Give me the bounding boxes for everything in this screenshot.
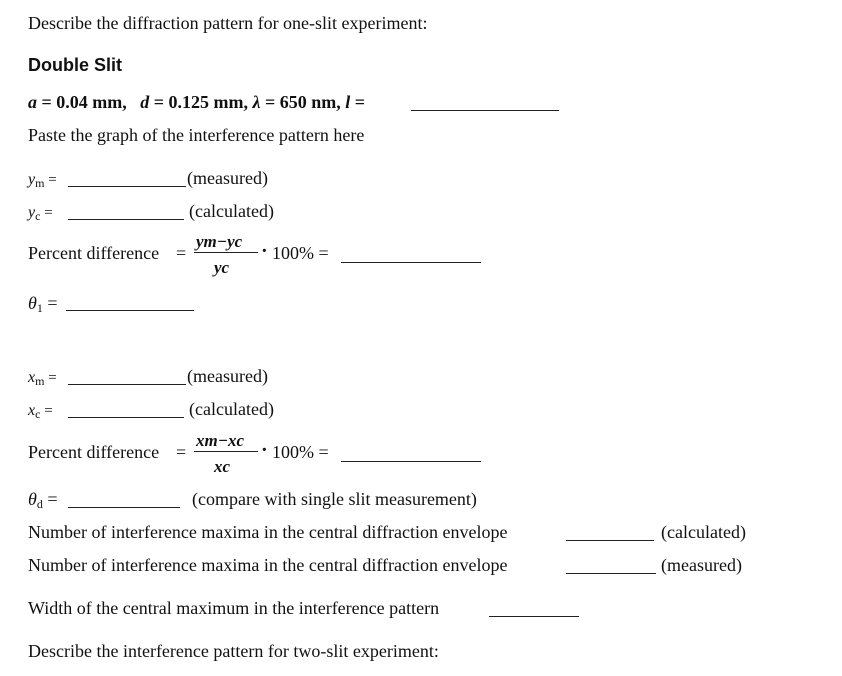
ym-note: (measured) xyxy=(187,168,268,188)
maxima-measured-blank[interactable] xyxy=(566,573,656,574)
theta1-label: $\theta_1$ = xyxy=(28,293,58,315)
param-a-label: a xyxy=(28,92,37,112)
paste-instruction: Paste the graph of the interference pattern here xyxy=(28,125,365,145)
xm-blank[interactable] xyxy=(68,384,186,385)
ym-blank[interactable] xyxy=(68,186,186,187)
xc-note: (calculated) xyxy=(189,399,274,419)
x-percent-label: Percent difference xyxy=(28,442,160,462)
x-fraction-numerator: xm−xc xyxy=(196,431,245,450)
xc-label: $x_c$ = xyxy=(28,402,53,421)
y-hundred-percent: 100% = xyxy=(272,243,329,263)
y-fraction-denominator: yc xyxy=(214,258,230,277)
section-title: Double Slit xyxy=(28,55,122,75)
diffraction-heading: Describe the diffraction pattern for one-slit experiment: xyxy=(28,13,428,33)
param-l-label: l xyxy=(345,92,351,112)
y-percent-equals: = xyxy=(176,243,187,263)
x-hundred-percent: 100% = xyxy=(272,442,329,462)
y-fraction-bar xyxy=(194,252,258,253)
parameters-line xyxy=(28,93,365,111)
y-percent-blank[interactable] xyxy=(341,262,481,263)
maxima-calculated-note: (calculated) xyxy=(661,522,746,542)
yc-blank[interactable] xyxy=(68,219,184,220)
maxima-calculated-blank[interactable] xyxy=(566,540,654,541)
y-fraction-numerator: ym−yc xyxy=(196,232,243,251)
central-width-label: Width of the central maximum in the interference pattern xyxy=(28,598,440,618)
param-a-value: = 0.04 mm, xyxy=(37,92,127,112)
theta1-blank[interactable] xyxy=(66,310,194,311)
y-times-dot: · xyxy=(261,240,268,262)
param-l-blank[interactable] xyxy=(411,110,559,111)
maxima-calculated-label: Number of interference maxima in the central diffraction envelope xyxy=(28,522,508,542)
yc-note: (calculated) xyxy=(189,201,274,221)
param-d-value: = 0.125 mm, xyxy=(149,92,248,112)
x-percent-equals: = xyxy=(176,442,187,462)
thetad-note: (compare with single slit measurement) xyxy=(192,489,477,509)
param-d-label: d xyxy=(140,92,150,112)
xm-note: (measured) xyxy=(187,366,268,386)
x-times-dot: · xyxy=(261,439,268,461)
param-l-value: = xyxy=(350,92,366,112)
x-fraction-denominator: xc xyxy=(214,457,231,476)
maxima-measured-note: (measured) xyxy=(661,555,742,575)
maxima-measured-label: Number of interference maxima in the central diffraction envelope xyxy=(28,555,508,575)
xc-blank[interactable] xyxy=(68,417,184,418)
thetad-blank[interactable] xyxy=(68,507,180,508)
yc-label: $y_c$ = xyxy=(28,204,53,223)
param-lambda-value: = 650 nm, xyxy=(260,92,341,112)
thetad-label: $\theta_d$ = xyxy=(28,489,58,511)
y-percent-label: Percent difference xyxy=(28,243,160,263)
param-lambda-label: λ xyxy=(252,92,261,112)
x-percent-blank[interactable] xyxy=(341,461,481,462)
x-fraction-bar xyxy=(194,451,258,452)
central-width-blank[interactable] xyxy=(489,616,579,617)
ym-label: $y_m$ = xyxy=(28,171,57,190)
interference-heading: Describe the interference pattern for two-slit experiment: xyxy=(28,641,439,661)
xm-label: $x_m$ = xyxy=(28,369,57,388)
